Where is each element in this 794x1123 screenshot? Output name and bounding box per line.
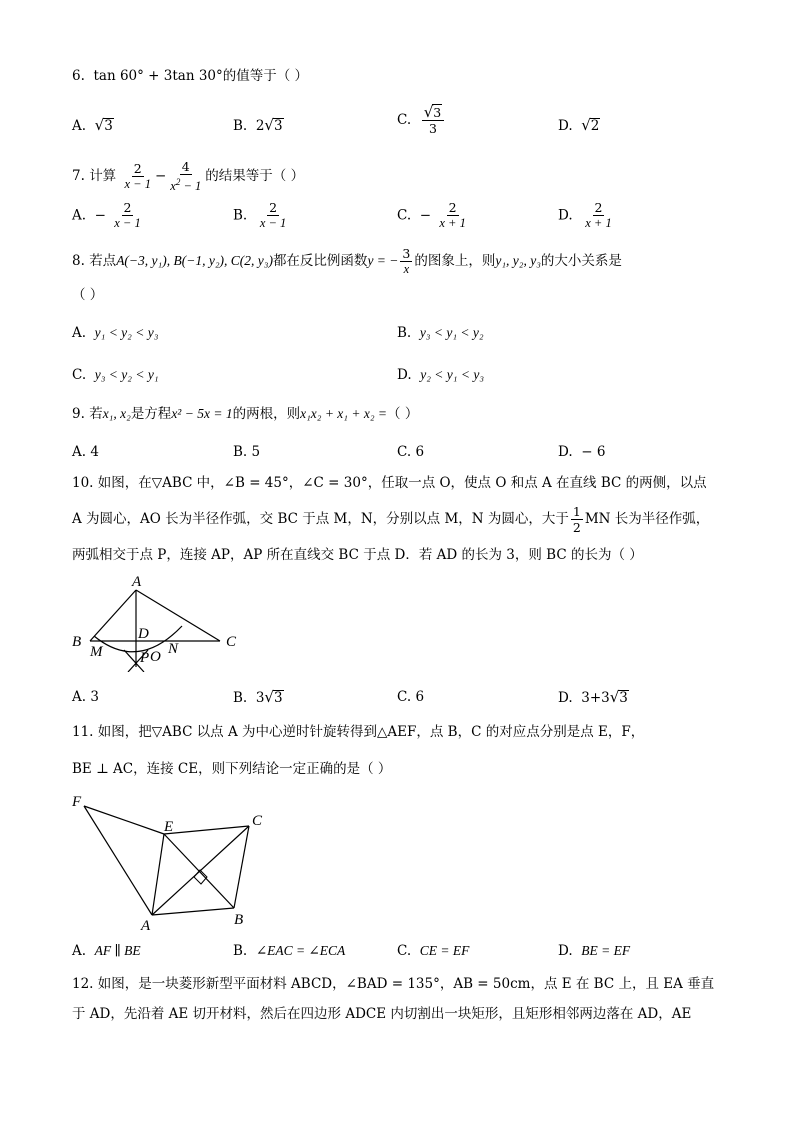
q8-option-d[interactable]: D. y₂ < y₁ < y₃ [397,367,485,383]
q9-option-c[interactable]: C. 6 [397,444,425,460]
label-f: F [72,794,82,810]
label-b: B [72,634,82,650]
q8-stem: 8. 若点A(−3, y₁), B(−1, y₂), C(2, y₃)都在反比例函数y = − $\frac{3}{x}$ 的图象上，则y₁, y₂, y₃的大小关系是 [72,246,622,276]
q11-option-c[interactable]: C. CE = EF [397,943,470,959]
q7-option-a[interactable]: A. − $\frac{2}{x - 1}$ [72,200,141,230]
q9-option-a[interactable]: A. 4 [72,444,99,460]
q6-option-c[interactable]: C. $\frac{√3}{3}$ [397,104,446,136]
segment-ab [90,590,136,641]
q11-figure [66,790,286,935]
q11-option-d[interactable]: D. BE = EF [558,943,631,959]
q8-option-b[interactable]: B. y₃ < y₁ < y₂ [397,325,484,341]
q12-line2: 于 AD，先沿着 AE 切开材料，然后在四边形 ADCE 内切割出一块矩形，且矩形相邻两边落在 AD，AE [72,1006,692,1022]
q6-option-a[interactable]: A. √3 [72,116,113,134]
q6-option-d[interactable]: D. √2 [558,116,600,134]
q8-option-c[interactable]: C. y₃ < y₂ < y₁ [72,367,159,383]
q7-stem: 7. 计算 $\frac{2}{x - 1}$ − $\frac{4}{x^2 - 1}$ 的结果等于（ ） [72,158,305,194]
segment-ec [164,826,249,834]
segment-fe [84,806,164,834]
q10-option-b[interactable]: B. 3√3 [233,688,283,706]
q11-line1: 11. 如图，把▽ABC 以点 A 为中心逆时针旋转得到△AEF，点 B，C 的对应点分别是点 E，F， [72,724,645,740]
q12-line1: 12. 如图，是一块菱形新型平面材料 ABCD，∠BAD = 135°，AB = 50cm，点 E 在 BC 上，且 EA 垂直 [72,976,715,992]
q11-line2: BE ⊥ AC，连接 CE，则下列结论一定正确的是（ ） [72,761,392,777]
label-p: P [140,650,150,666]
label-b: B [234,912,244,928]
fraction: $\frac{2}{x - 1}$ [124,161,151,191]
segment-ab [152,908,234,915]
label-m: M [90,644,103,660]
q7-option-c[interactable]: C. − $\frac{2}{x + 1}$ [397,200,466,230]
q10-figure [66,572,256,672]
label-e: E [164,819,174,835]
label-d: D [138,626,149,642]
label-c: C [252,813,263,829]
q10-option-a[interactable]: A. 3 [72,689,99,705]
question-number: 6. [72,68,85,84]
segment-ea [152,834,164,915]
q6-option-b[interactable]: B. 2√3 [233,116,283,134]
q7-option-b[interactable]: B. $\frac{2}{x - 1}$ [233,200,287,230]
q6-stem-text: 的值等于（ ） [222,68,309,84]
label-a: A [141,918,151,934]
q10-line1: 10. 如图，在▽ABC 中，∠B = 45°，∠C = 30°，任取一点 O，使点 O 和点 A 在直线 BC 的两侧，以点 [72,475,707,491]
q6-expression: tan 60° + 3tan 30° [93,68,223,84]
label-o: O [150,649,161,665]
q9-stem: 9. 若x₁, x₂是方程x² − 5x = 1的两根，则x₁x₂ + x₁ + x₂ =（ ） [72,406,419,422]
segment-fa [84,806,152,915]
q11-option-b[interactable]: B. ∠EAC = ∠ECA [233,943,346,959]
q11-option-a[interactable]: A. AF ∥ BE [72,943,141,959]
q6-stem [72,67,308,85]
fraction: $\frac{4}{x^2 - 1}$ [170,158,202,194]
label-n: N [168,641,179,657]
fraction: $\frac{√3}{3}$ [422,104,445,136]
q9-option-d[interactable]: D. − 6 [558,444,606,460]
q10-line2: A 为圆心，AO 长为半径作弧，交 BC 于点 M，N，分别以点 M，N 为圆心，大于 $\frac{1}{2}$ MN 长为半径作弧， [72,504,710,535]
q7-option-d[interactable]: D. $\frac{2}{x + 1}$ [558,200,612,230]
q10-option-c[interactable]: C. 6 [397,689,425,705]
q8-option-a[interactable]: A. y₁ < y₂ < y₃ [72,325,159,341]
q8-paren: （ ） [72,287,104,303]
q9-option-b[interactable]: B. 5 [233,444,261,460]
label-a: A [132,574,142,590]
q10-option-d[interactable]: D. 3+3√3 [558,688,628,706]
q10-line3: 两弧相交于点 P，连接 AP，AP 所在直线交 BC 于点 D．若 AD 的长为 3，则 BC 的长为（ ） [72,547,643,563]
label-c: C [226,634,237,650]
